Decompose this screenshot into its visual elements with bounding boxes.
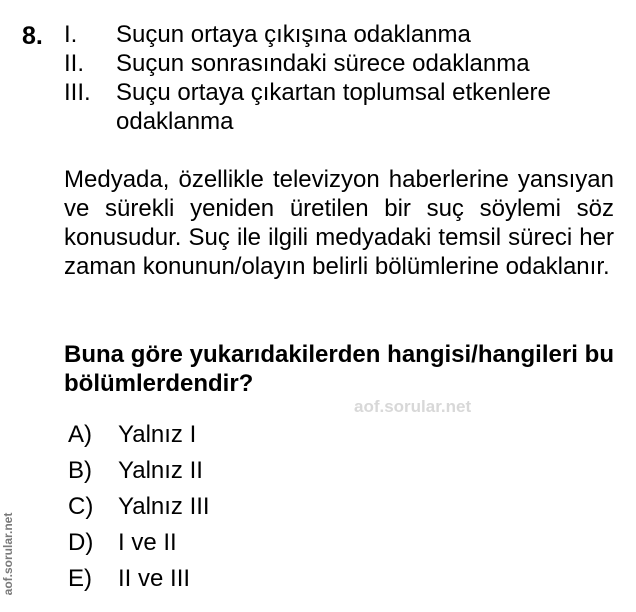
roman-item-text: Suçu ortaya çıkartan toplumsal etkenlere odaklanma — [116, 79, 551, 135]
question-prompt: Buna göre yukarıdakilerden hangisi/hangileri bu bölümlerdendir? — [64, 341, 614, 397]
roman-item-number: I. — [64, 21, 78, 48]
roman-item-number: III. — [64, 79, 91, 106]
option-text: II ve III — [118, 565, 191, 592]
roman-numeral-list — [64, 20, 624, 136]
question-passage: Medyada, özellikle televizyon haberlerine yansıyan ve sürekli yeniden üretilen bir suç söylemi söz konusudur. Suç ile ilgili medyadaki temsil süreci her zaman konunun/olayın belirli bölümlerine odaklanır. — [64, 166, 614, 280]
answer-option-c[interactable] — [68, 489, 210, 525]
option-text: Yalnız I — [118, 421, 197, 448]
roman-item-text: Suçun ortaya çıkışına odaklanma — [116, 21, 471, 48]
answer-options — [68, 417, 210, 597]
option-text: I ve II — [118, 529, 177, 556]
roman-item-text: Suçun sonrasındaki sürece odaklanma — [116, 50, 530, 77]
answer-option-d[interactable] — [68, 525, 210, 561]
option-letter: E) — [68, 565, 92, 592]
roman-item — [64, 49, 624, 78]
watermark: aof.sorular.net — [354, 397, 472, 416]
answer-option-e[interactable] — [68, 561, 210, 597]
side-watermark-text: aof.sorular.net — [1, 512, 15, 596]
answer-option-a[interactable] — [68, 417, 210, 453]
option-text: Yalnız III — [118, 493, 210, 520]
roman-item-number: II. — [64, 50, 85, 77]
option-letter: A) — [68, 421, 92, 448]
option-letter: B) — [68, 457, 92, 484]
answer-option-b[interactable] — [68, 453, 210, 489]
option-letter: C) — [68, 493, 94, 520]
option-letter: D) — [68, 529, 94, 556]
question-number: 8. — [22, 22, 43, 50]
option-text: Yalnız II — [118, 457, 203, 484]
roman-item — [64, 78, 624, 136]
side-watermark — [0, 504, 18, 604]
roman-item — [64, 20, 624, 49]
